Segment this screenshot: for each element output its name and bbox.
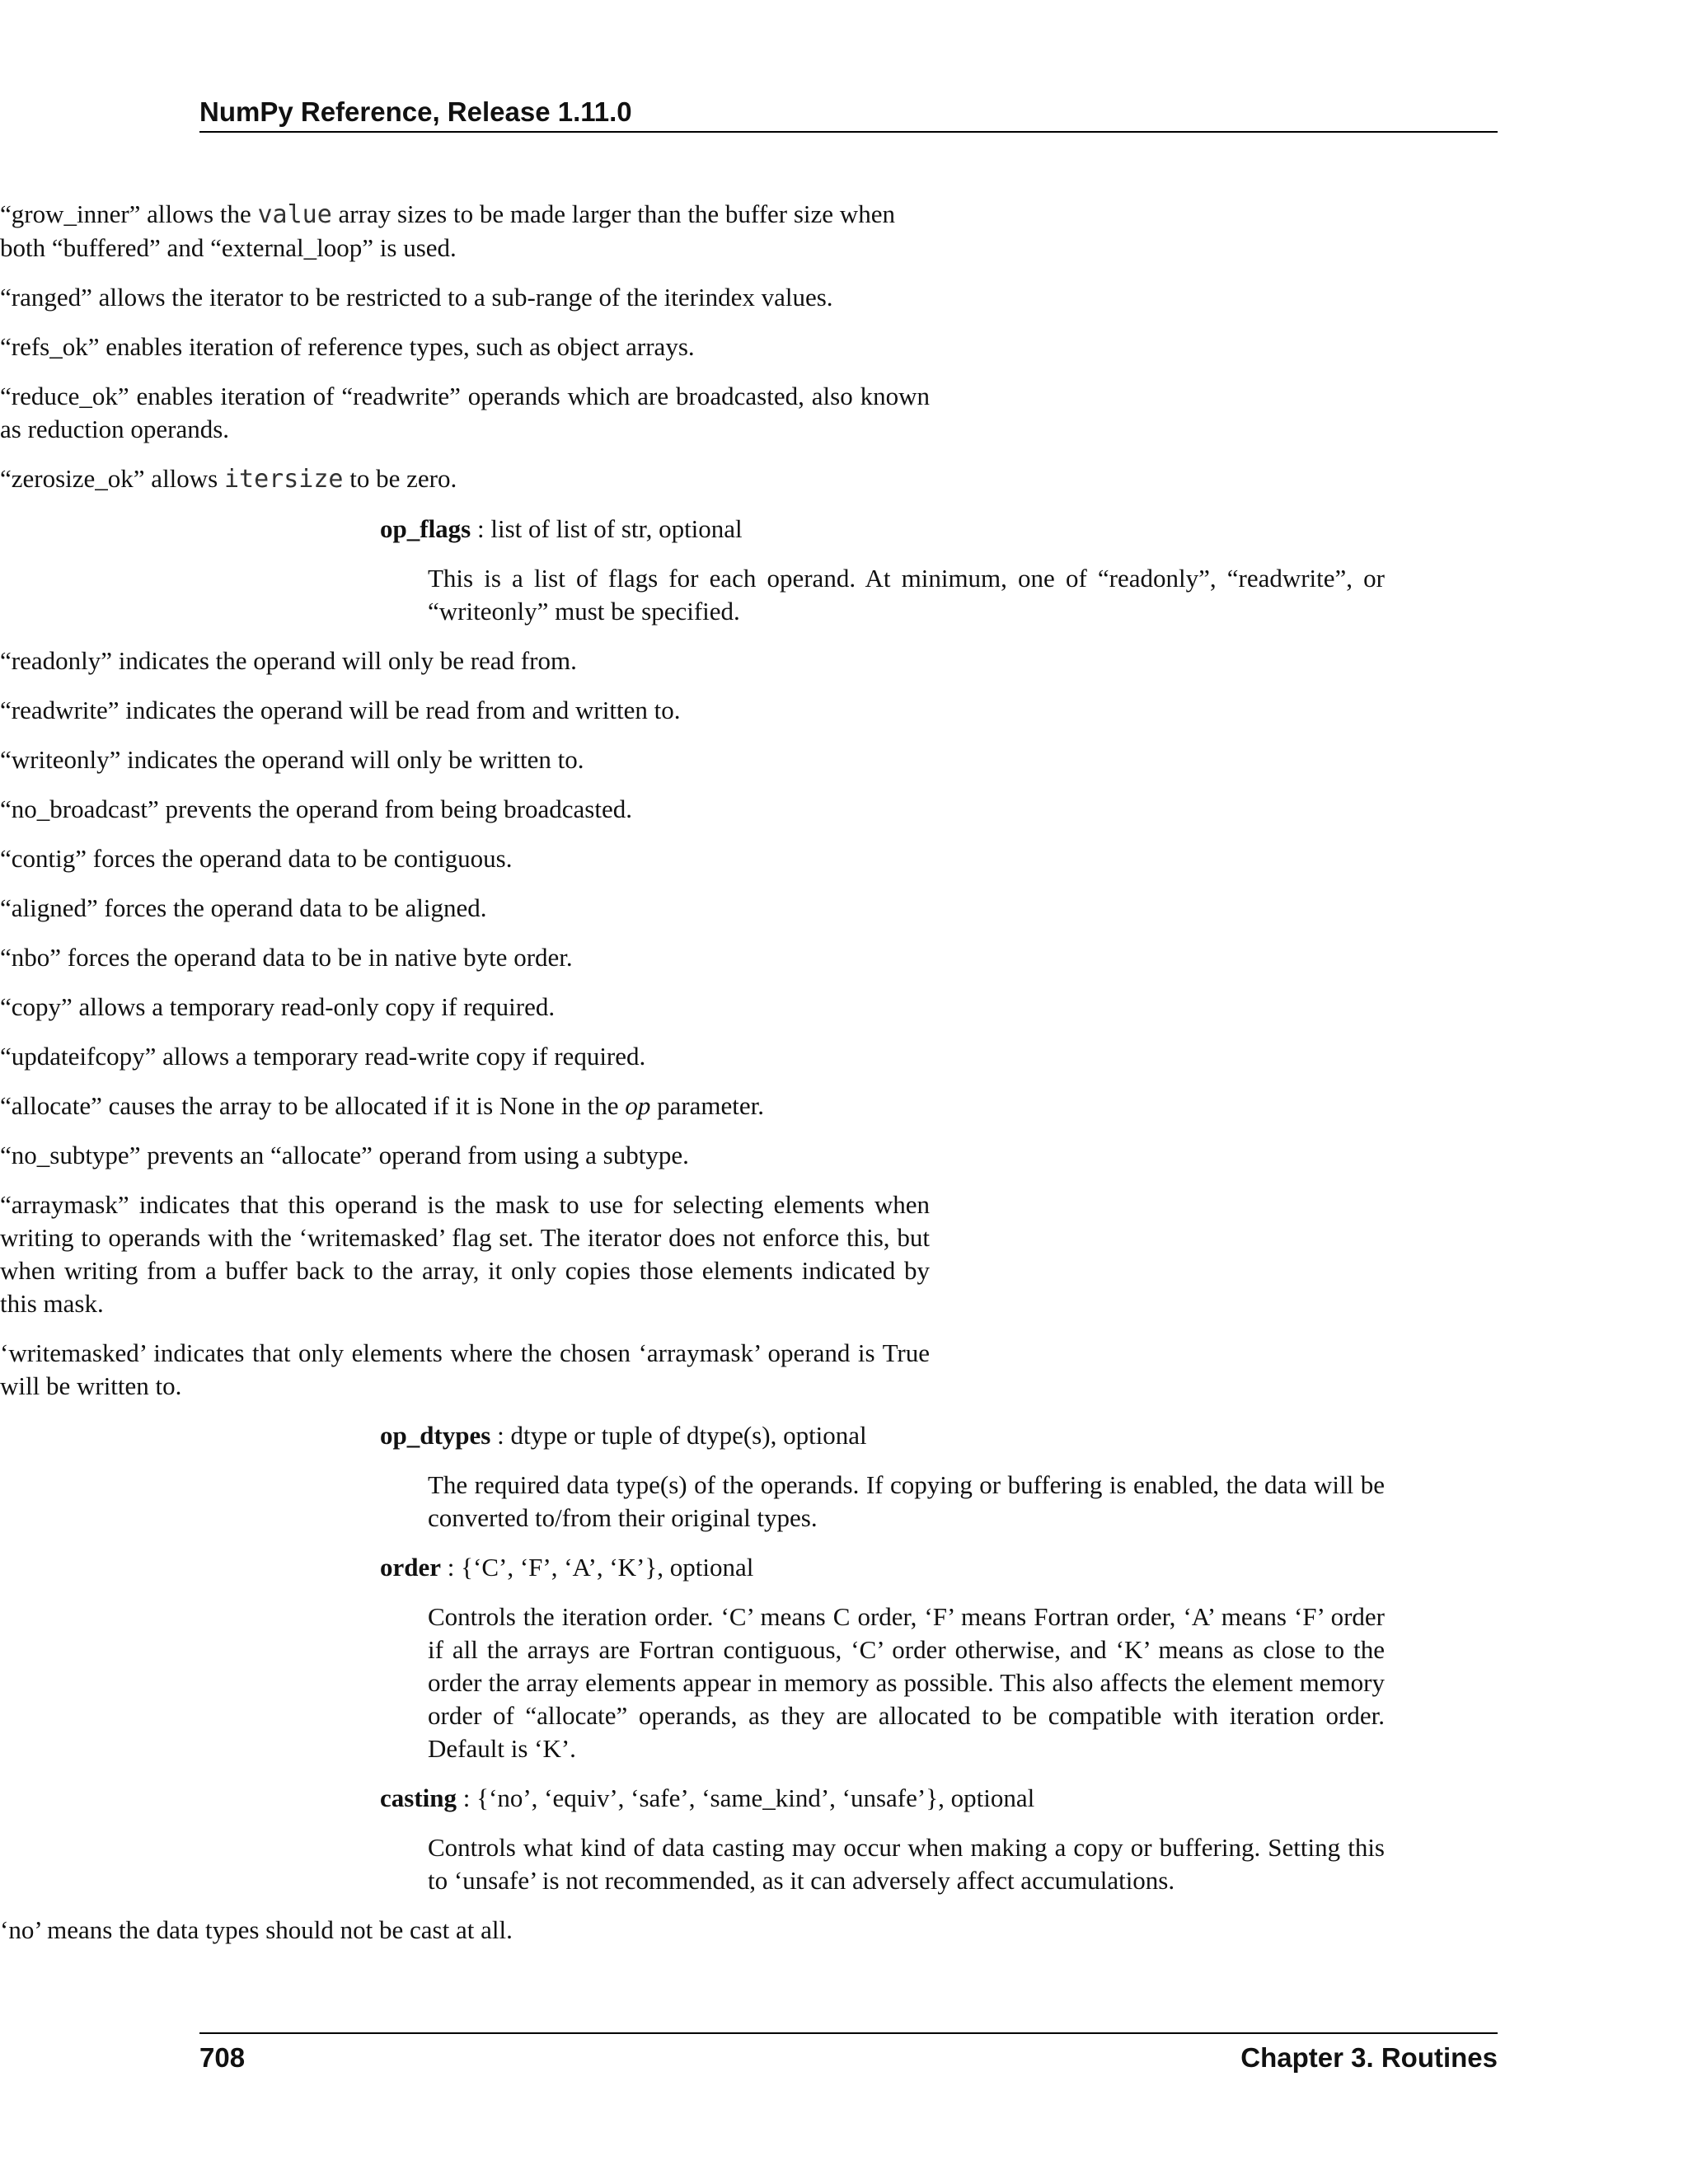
list-item: • ‘no’ means the data types should not be cast at all. [0,1914,930,1947]
page-body [0,198,1688,1963]
param-name: casting [380,1783,457,1812]
param-type: : list of list of str, optional [471,514,743,543]
running-header [199,93,1498,133]
param-type: : dtype or tuple of dtype(s), optional [490,1421,867,1450]
list-item: • “grow_inner” allows the value array sizes to be made larger than the buffer size when both “buffered” and “external_loop” is used. [0,198,930,265]
param-order [380,1551,1688,1584]
list-item: • “readwrite” indicates the operand will be read from and written to. [0,694,930,727]
list-item: • ‘writemasked’ indicates that only elements where the chosen ‘arraymask’ operand is True will be written to. [0,1337,930,1403]
list-item: • “updateifcopy” allows a temporary read-write copy if required. [0,1040,930,1073]
list-item: • “ranged” allows the iterator to be restricted to a sub-range of the iterindex values. [0,281,930,314]
list-item: • “no_subtype” prevents an “allocate” operand from using a subtype. [0,1139,930,1172]
param-type: : {‘no’, ‘equiv’, ‘safe’, ‘same_kind’, ‘unsafe’}, optional [457,1783,1035,1812]
list-item: • “arraymask” indicates that this operand is the mask to use for selecting elements when writing to operands with the ‘writemasked’ flag set. The iterator does not enforce this, but when writing from a buffer back to the array, it only copies those elements indicated by this mask. [0,1188,930,1320]
casting-bullet-list [0,1914,930,1947]
page-number: 708 [199,2042,246,2073]
list-item: • “refs_ok” enables iteration of reference types, such as object arrays. [0,330,930,363]
list-item: • “copy” allows a temporary read-only copy if required. [0,991,930,1024]
param-op-dtypes [380,1419,1688,1452]
list-item: • “allocate” causes the array to be allocated if it is None in the op parameter. [0,1090,930,1122]
header-title: NumPy Reference, Release 1.11.0 [199,96,632,127]
param-op-flags [380,513,1688,546]
param-name: op_dtypes [380,1421,491,1450]
list-item: • “nbo” forces the operand data to be in native byte order. [0,941,930,974]
param-description: The required data type(s) of the operands. If copying or buffering is enabled, the data will be converted to/from their original types. [428,1470,1385,1532]
op-flags-bullet-list [0,644,930,1403]
param-description: This is a list of flags for each operand. At minimum, one of “readonly”, “readwrite”, or “writeonly” must be specified. [428,564,1385,626]
list-item: • “no_broadcast” prevents the operand from being broadcasted. [0,793,930,826]
param-description: Controls the iteration order. ‘C’ means C order, ‘F’ means Fortran order, ‘A’ means ‘F’ order if all the arrays are Fortran contiguous, ‘C’ order otherwise, and ‘K’ means as close to the order the array elements appear in memory as possible. This also affects the element memory order of “allocate” operands, as they are allocated to be compatible with iteration order. Default is ‘K’. [428,1602,1385,1763]
list-item: • “writeonly” indicates the operand will only be written to. [0,743,930,776]
running-footer [199,2032,1498,2083]
list-item: • “reduce_ok” enables iteration of “readwrite” operands which are broadcasted, also known as reduction operands. [0,380,930,446]
list-item: • “contig” forces the operand data to be contiguous. [0,842,930,875]
param-name: op_flags [380,514,471,543]
param-casting [380,1782,1688,1815]
param-description: Controls what kind of data casting may occur when making a copy or buffering. Setting this to ‘unsafe’ is not recommended, as it can adversely affect accumulations. [428,1833,1385,1895]
param-name: order [380,1553,442,1582]
flags-bullet-list [0,198,930,496]
list-item: • “readonly” indicates the operand will only be read from. [0,644,930,677]
list-item: • “zerosize_ok” allows itersize to be zero. [0,462,930,496]
list-item: • “aligned” forces the operand data to be aligned. [0,892,930,925]
chapter-title: Chapter 3. Routines [1240,2042,1498,2073]
param-type: : {‘C’, ‘F’, ‘A’, ‘K’}, optional [441,1553,754,1582]
